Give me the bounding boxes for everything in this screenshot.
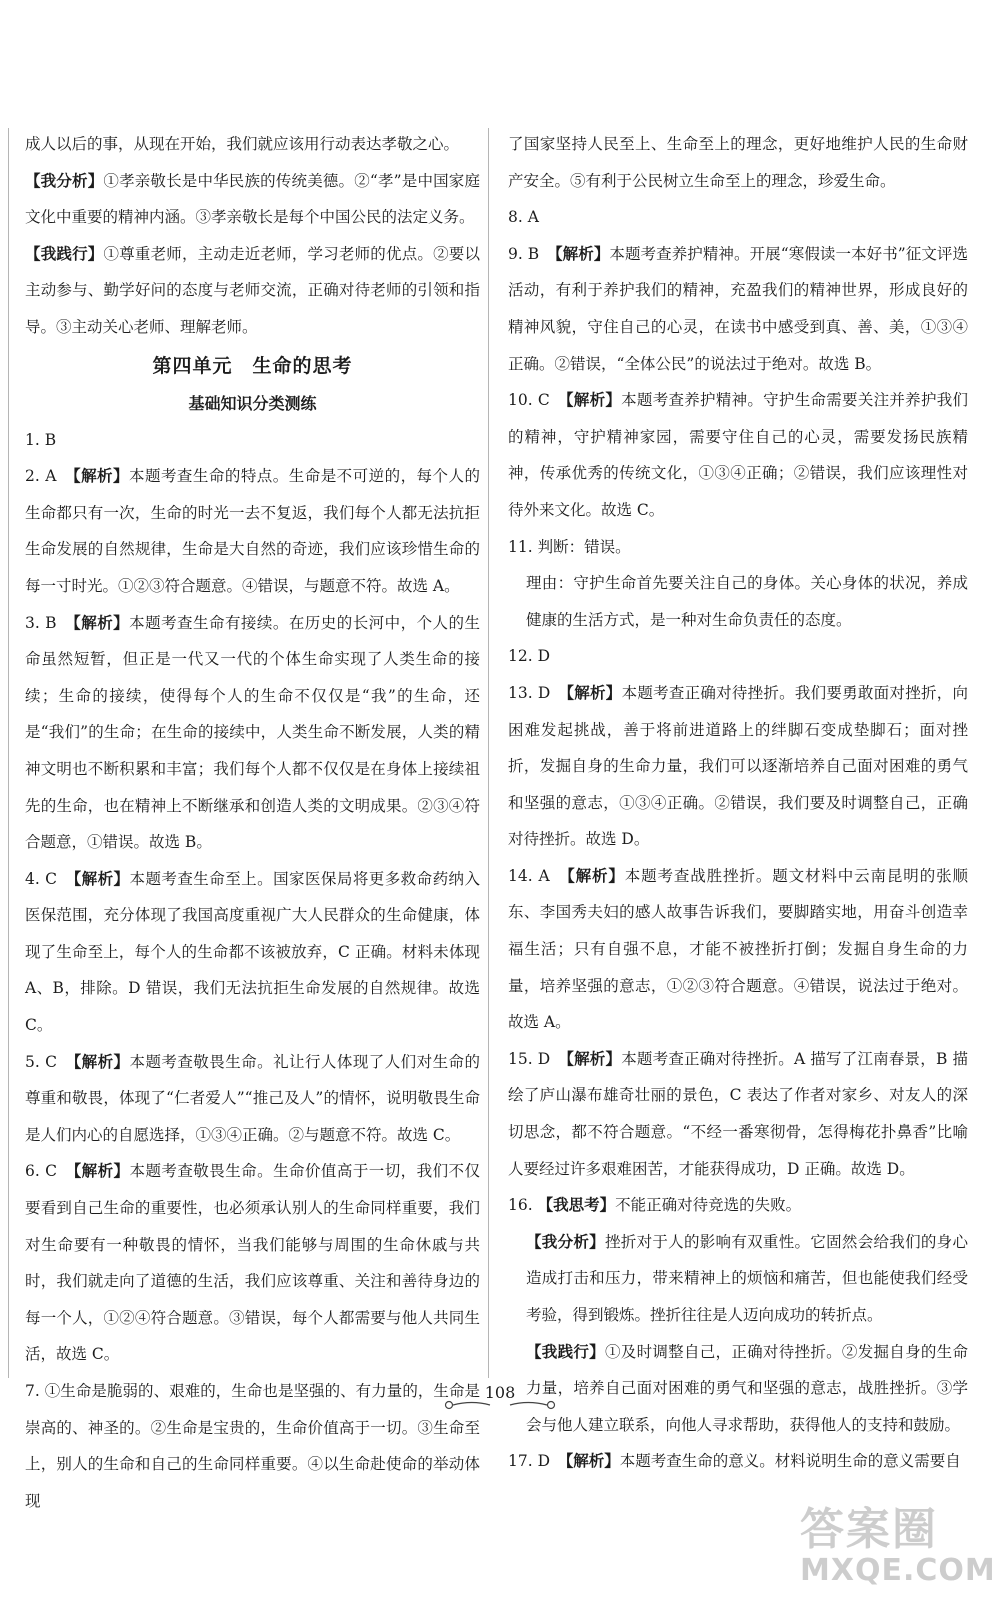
answer-1: 1. B bbox=[25, 430, 57, 449]
answer-11-reason: 理由：守护生命首先要关注自己的身体。关心身体的状况，养成健康的生活方式，是一种对生命负责任的态度。 bbox=[526, 574, 968, 629]
analysis-tag: 【我分析】 bbox=[526, 1231, 605, 1251]
explanation-tag: 【解析】 bbox=[73, 612, 130, 632]
answer-number: 5. C bbox=[25, 1052, 74, 1071]
explanation-tag: 【解析】 bbox=[72, 466, 129, 486]
ornament-right-icon bbox=[508, 1400, 556, 1410]
answer-number: 3. B bbox=[25, 613, 74, 632]
answer-number: 13. D bbox=[508, 683, 567, 702]
answer-number: 10. C bbox=[508, 391, 566, 410]
practice-tag: 【我践行】 bbox=[526, 1341, 605, 1361]
explanation-tag: 【解析】 bbox=[566, 865, 625, 885]
answer-8: 8. A bbox=[508, 208, 539, 227]
page-number: 108 bbox=[484, 1383, 516, 1402]
explanation-tag: 【解析】 bbox=[565, 1451, 620, 1471]
watermark-url: MXQE.COM bbox=[800, 1553, 996, 1588]
explanation-text: 本题考查生命有接续。在历史的长河中，个人的生命虽然短暂，但正是一代又一代的个体生命实现了人类生命的接续；生命的接续，使得每个人的生命不仅仅是“我”的生命，还是“我们”的生命；在生命的接续中，人类生命不断发展，人类的精神文明也不断积累和丰富；我们每个人都不仅仅是在身体上接续祖先的生命，也在精神上不断继承和创造人类的文明成果。②③④符合题意，①错误。故选 B。 bbox=[25, 613, 480, 852]
analysis-text: 挫折对于人的影响有双重性。它固然会给我们的身心造成打击和压力，带来精神上的烦恼和痛苦，但也能使我们经受考验，得到锻炼。挫折往往是人迈向成功的转折点。 bbox=[526, 1232, 968, 1324]
answer-7-continuation: 了国家坚持人民至上、生命至上的理念，更好地维护人民的生命财产安全。⑤有利于公民树立生命至上的理念，珍爱生命。 bbox=[508, 135, 968, 190]
right-column bbox=[508, 126, 968, 1480]
answer-14 bbox=[508, 858, 968, 1041]
explanation-tag: 【解析】 bbox=[566, 682, 622, 702]
answer-17 bbox=[508, 1443, 968, 1480]
answer-continuation: 成人以后的事，从现在开始，我们就应该用行动表达孝敬之心。 bbox=[25, 135, 460, 153]
explanation-text: 本题考查养护精神。开展“寒假读一本好书”征文评选活动，有利于养护我们的精神，充盈我们的精神世界，形成良好的精神风貌，守住自己的心灵，在读书中感受到真、善、美，①③④正确。②错误，“全体公民”的说法过于绝对。故选 B。 bbox=[508, 244, 968, 373]
answer-5 bbox=[25, 1044, 480, 1154]
answer-12: 12. D bbox=[508, 647, 551, 666]
answer-number: 15. D bbox=[508, 1049, 567, 1068]
answer-16-analysis bbox=[508, 1224, 968, 1334]
explanation-tag: 【解析】 bbox=[73, 868, 130, 888]
answer-9 bbox=[508, 236, 968, 382]
answer-number: 6. C bbox=[25, 1162, 74, 1181]
practice-tag: 【我践行】 bbox=[25, 243, 104, 263]
answer-number: 16. bbox=[508, 1196, 538, 1215]
left-margin-rule bbox=[8, 128, 9, 1378]
answer-number: 2. A bbox=[25, 467, 73, 486]
explanation-tag: 【解析】 bbox=[554, 243, 610, 263]
watermark-logo bbox=[800, 1504, 996, 1595]
answer-3 bbox=[25, 605, 480, 861]
answer-11: 11. 判断：错误。 bbox=[508, 537, 631, 556]
practice-text: ①及时调整自己，正确对待挫折。②发掘自身的生命力量，培养自己面对困难的勇气和坚强的意志，战胜挫折。③学会与他人建立联系，向他人寻求帮助，获得他人的支持和鼓励。 bbox=[526, 1342, 968, 1434]
answer-4 bbox=[25, 861, 480, 1044]
explanation-tag: 【解析】 bbox=[73, 1161, 130, 1181]
answer-7: 7. ①生命是脆弱的、艰难的，生命也是坚强的、有力量的，生命是崇高的、神圣的。②生命是宝贵的，生命价值高于一切。③生命至上，别人的生命和自己的生命同样重要。④以生命赴使命的举动体现 bbox=[25, 1382, 480, 1510]
column-divider bbox=[488, 128, 489, 1378]
answer-16 bbox=[508, 1187, 968, 1224]
answer-number: 9. B bbox=[508, 244, 555, 263]
practice-text: ①尊重老师，主动走近老师，学习老师的优点。②要以主动参与、勤学好问的态度与老师交流，正确对待老师的引领和指导。③主动关心老师、理解老师。 bbox=[25, 244, 480, 336]
answer-number: 14. A bbox=[508, 866, 567, 885]
left-column bbox=[25, 126, 480, 1519]
answer-2 bbox=[25, 458, 480, 604]
explanation-text: 本题考查正确对待挫折。我们要勇敢面对挫折，向困难发起挑战，善于将前进道路上的绊脚石变成垫脚石；面对挫折，发掘自身的生命力量，我们可以逐渐培养自己面对困难的勇气和坚强的意志，①③④正确。②错误，我们要及时调整自己，正确对待挫折。故选 D。 bbox=[508, 683, 968, 849]
explanation-text: 本题考查敬畏生命。生命价值高于一切，我们不仅要看到自己生命的重要性，也必须承认别人的生命同样重要，我们对生命要有一种敬畏的情怀，当我们能够与周围的生命休戚与共时，我们就走向了道德的生活，我们应该尊重、关注和善待身边的每一个人，①②④符合题意。③错误，每个人都需要与他人共同生活，故选 C。 bbox=[25, 1162, 480, 1364]
explanation-tag: 【解析】 bbox=[73, 1051, 130, 1071]
answer-number: 4. C bbox=[25, 869, 74, 888]
thinking-text: 不能正确对待竞选的失败。 bbox=[615, 1196, 802, 1215]
analysis-tag: 【我分析】 bbox=[25, 170, 104, 190]
explanation-text: 本题考查生命至上。国家医保局将更多救命药纳入医保范围，充分体现了我国高度重视广大人民群众的生命健康，体现了生命至上，每个人的生命都不该被放弃，C 正确。材料未体现 A、B，排除。D 错误，我们无法抗拒生命发展的自然规律。故选 C。 bbox=[25, 869, 480, 1035]
explanation-text: 本题考查生命的特点。生命是不可逆的，每个人的生命都只有一次，生命的时光一去不复返，我们每个人都无法抗拒生命发展的自然规律，生命是大自然的奇迹，我们应该珍惜生命的每一寸时光。①②③符合题意。④错误，与题意不符。故选 A。 bbox=[25, 467, 480, 595]
answer-13 bbox=[508, 675, 968, 858]
explanation-text: 本题考查正确对待挫折。A 描写了江南春景，B 描绘了庐山瀑布雄奇壮丽的景色，C 表达了作者对家乡、对友人的深切思念，都不符合题意。“不经一番寒彻骨，怎得梅花扑鼻香”比喻人要经过许多艰难困苦，才能获得成功，D 正确。故选 D。 bbox=[508, 1049, 968, 1178]
analysis-paragraph bbox=[25, 163, 480, 236]
answer-16-practice bbox=[508, 1334, 968, 1444]
answer-6 bbox=[25, 1153, 480, 1373]
analysis-text: ①孝亲敬长是中华民族的传统美德。②“孝”是中国家庭文化中重要的精神内涵。③孝亲敬长是每个中国公民的法定义务。 bbox=[25, 171, 480, 227]
answer-10 bbox=[508, 382, 968, 528]
explanation-tag: 【解析】 bbox=[565, 390, 622, 410]
explanation-text: 本题考查战胜挫折。题文材料中云南昆明的张顺东、李国秀夫妇的感人故事告诉我们，要脚踏实地，用奋斗创造幸福生活；只有自强不息，才能不被挫折打倒；发掘自身生命的力量，培养坚强的意志，①②③符合题意。④错误，说法过于绝对。故选 A。 bbox=[508, 866, 968, 1032]
section-subtitle: 基础知识分类测练 bbox=[188, 393, 317, 413]
answer-number: 17. D bbox=[508, 1452, 566, 1471]
practice-paragraph bbox=[25, 236, 480, 346]
thinking-tag: 【我思考】 bbox=[537, 1195, 616, 1215]
unit-title: 第四单元 生命的思考 bbox=[152, 354, 353, 377]
answer-15 bbox=[508, 1041, 968, 1187]
explanation-text: 本题考查敬畏生命。礼让行人体现了人们对生命的尊重和敬畏，体现了“仁者爱人”“推己及人”的情怀，说明敬畏生命是人们内心的自愿选择，①③④正确。②与题意不符。故选 C。 bbox=[25, 1052, 480, 1144]
explanation-tag: 【解析】 bbox=[566, 1048, 622, 1068]
watermark-title: 答案圈 bbox=[800, 1504, 938, 1555]
explanation-text: 本题考查养护精神。守护生命需要关注并养护我们的精神，守护精神家园，需要守住自己的心灵，需要发扬民族精神，传承优秀的传统文化，①③④正确；②错误，我们应该理性对待外来文化。故选 C。 bbox=[508, 391, 968, 519]
explanation-text: 本题考查生命的意义。材料说明生命的意义需要自 bbox=[619, 1452, 961, 1471]
